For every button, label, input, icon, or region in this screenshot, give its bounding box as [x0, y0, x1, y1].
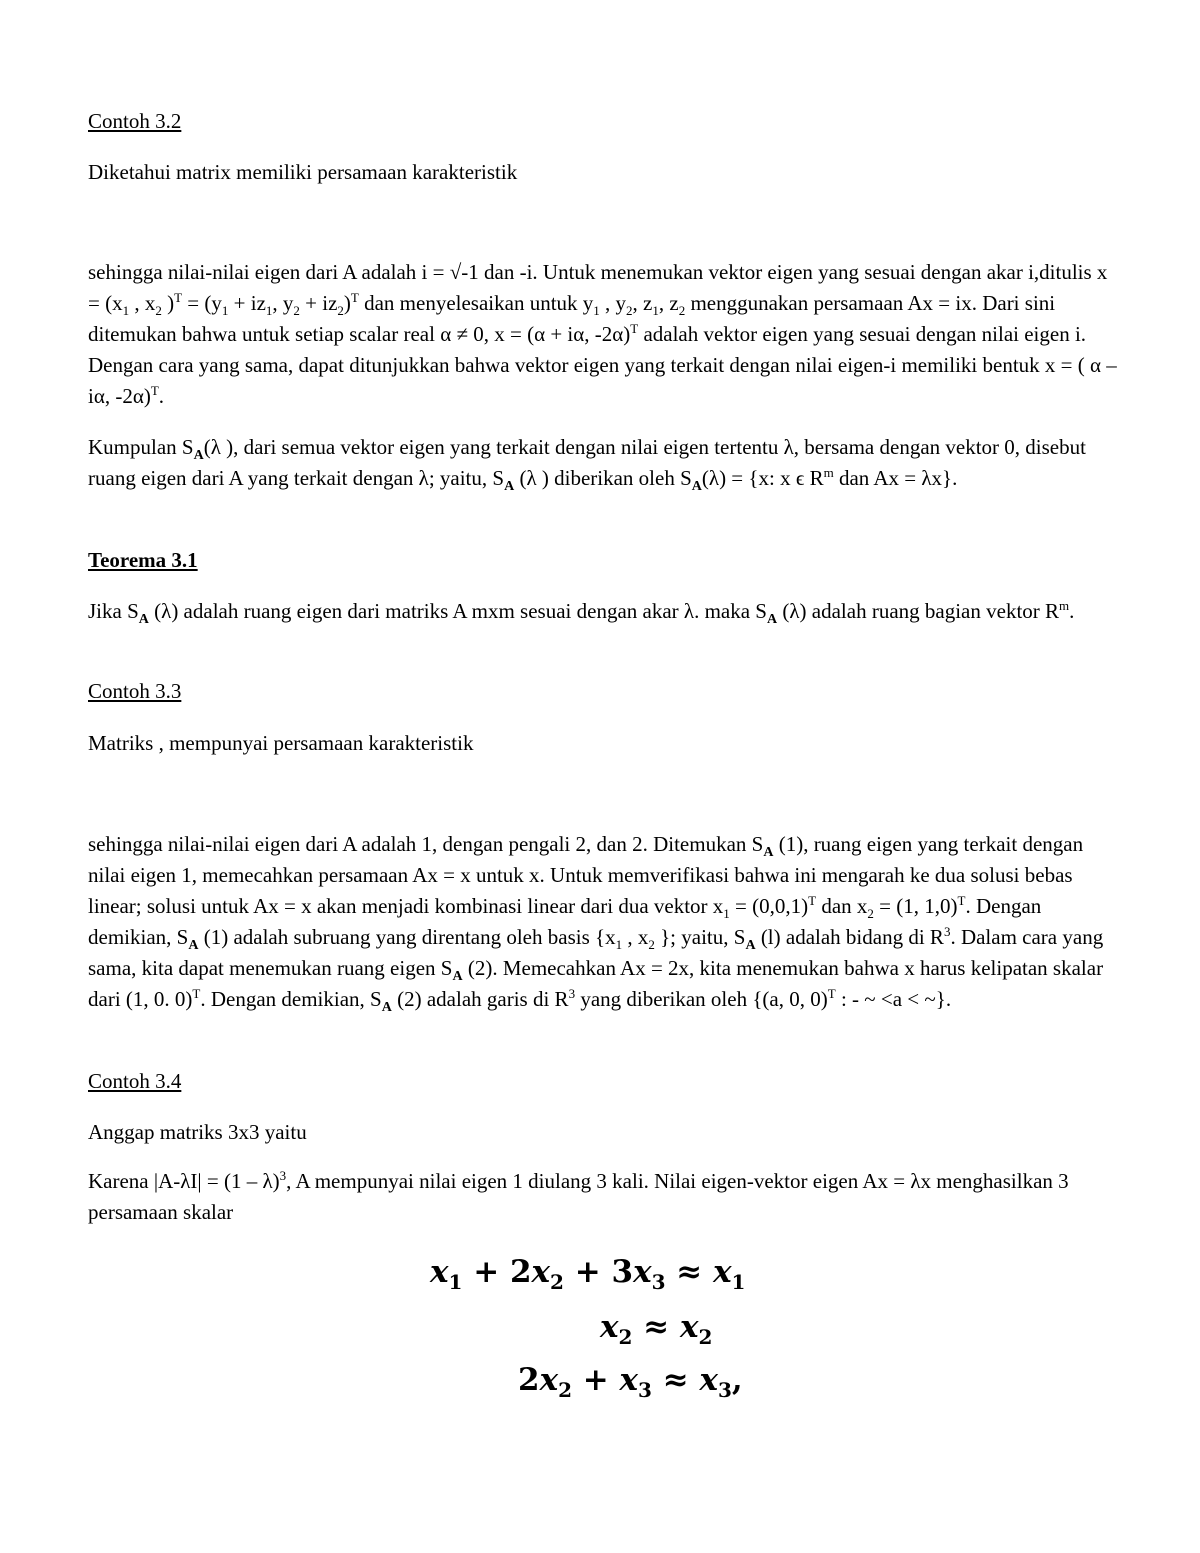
- heading-contoh-3-2: Contoh 3.2: [88, 109, 182, 133]
- heading-contoh-3-4: Contoh 3.4: [88, 1069, 182, 1093]
- contoh-3-2-paragraph-2: Kumpulan $S_A(\lambda$ ), dari semua vektor eigen yang terkait dengan nilai eigen tertentu λ, bersama dengan vektor 0, disebut ruang eigen dari A yang terkait dengan λ; yaitu, $S_A$ (λ ) diberikan oleh $S_A(\lambda) = \{x$: x ϵ $R^m$ dan Ax = λx}.: [88, 435, 1086, 495]
- scalar-equation-3: $2x_2 + x_3 \approx x_3$,: [518, 1362, 743, 1403]
- contoh-3-4-paragraph: Karena |A-λI| = (1 – λ)$^3$, A mempunyai nilai eigen 1 diulang 3 kali. Nilai eigen-vektor eigen Ax = λx menghasilkan 3 persamaan skalar: [88, 1168, 1069, 1224]
- contoh-3-3-paragraph: sehingga nilai-nilai eigen dari A adalah 1, dengan pengali 2, dan 2. Ditemukan $S_A$ (1), ruang eigen yang terkait dengan nilai eigen 1, memecahkan persamaan Ax = x untuk x. Untuk memverifikasi bahwa ini mengarah ke dua solusi bebas linear; solusi untuk Ax = x akan menjadi kombinasi linear dari dua vektor $x_1 = (0,0,1)^T$ dan $x_2 = (1$, 1,0)$^T$. Dengan demikian, $S_A$ (1) adalah subruang yang direntang oleh basis {$x_1$ , $x_2$ }; yaitu, $S_A$ (l) adalah bidang di $R^3$. Dalam cara yang sama, kita dapat menemukan ruang eigen $S_A$ (2). Memecahkan Ax = 2x, kita menemukan bahwa x harus kelipatan skalar dari (1, 0. 0)$^T$. Dengan demikian, $S_A$ (2) adalah garis di $R^3$ yang diberikan oleh {(a, 0, 0)$^T$ : - ~ <a < ~}.: [88, 832, 1104, 1016]
- heading-teorema-3-1: Teorema 3.1: [88, 548, 198, 572]
- scalar-equation-1: $x_1 + 2x_2 + 3x_3 \approx x_1$: [430, 1254, 746, 1295]
- teorema-3-1-statement: Jika $S_A$ (λ) adalah ruang eigen dari matriks A mxm sesuai dengan akar λ. maka $S_A$ (λ) adalah ruang bagian vektor $R^m$.: [88, 598, 1075, 628]
- heading-contoh-3-3: Contoh 3.3: [88, 679, 182, 703]
- contoh-3-2-paragraph-1: sehingga nilai-nilai eigen dari A adalah i = √-1 dan -i. Untuk menemukan vektor eigen yang sesuai dengan akar i,ditulis $x = (x_1$ , $x_2$ )$^T = (y_1 + iz_1$, $y_2 + iz_2)^T$ dan menyelesaikan untuk $y_1$ , $y_2$, $z_1$, $z_2$ menggunakan persamaan Ax = ix. Dari sini ditemukan bahwa untuk setiap scalar real α ≠ 0, x = (α + iα, -2α)$^T$ adalah vektor eigen yang sesuai dengan nilai eigen i. Dengan cara yang sama, dapat ditunjukkan bahwa vektor eigen yang terkait dengan nilai eigen-i memiliki bentuk x = ( α – iα, -2α)$^T$.: [88, 260, 1117, 408]
- contoh-3-2-intro: Diketahui matrix memiliki persamaan karakteristik: [88, 160, 518, 184]
- contoh-3-4-intro: Anggap matriks 3x3 yaitu: [88, 1120, 307, 1144]
- scalar-equation-2: $x_2 \approx x_2$: [600, 1309, 713, 1350]
- contoh-3-3-intro: Matriks , mempunyai persamaan karakteristik: [88, 731, 474, 755]
